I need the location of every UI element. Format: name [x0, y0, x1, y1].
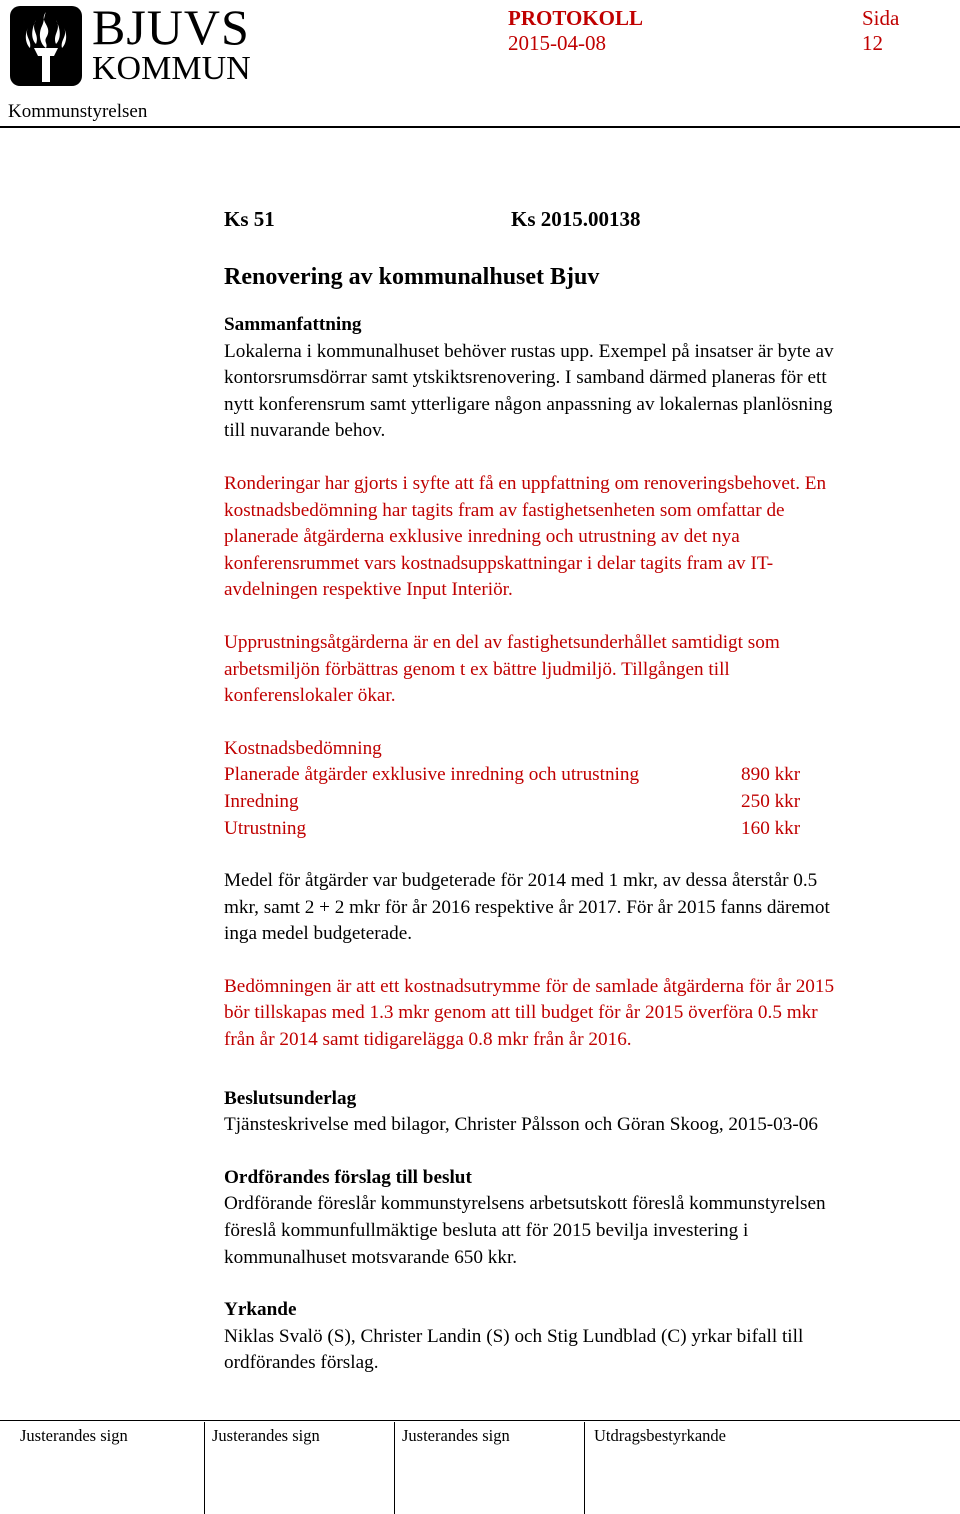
text-line: avdelningen respektive Input Interiör.: [224, 579, 513, 601]
text-line: från år 2014 samt tidigarelägga 0.8 mkr från år 2016.: [224, 1029, 632, 1051]
signature-field-2: Justerandes sign: [212, 1426, 320, 1445]
text-line: ordförandes förslag.: [224, 1352, 379, 1374]
text-line: Ordförande föreslår kommunstyrelsens arbetsutskott föreslå kommunstyrelsen: [224, 1193, 826, 1215]
cost-amount: 890 kkr: [741, 764, 801, 786]
text-line: Ronderingar har gjorts i syfte att få en uppfattning om renoveringsbehovet. En: [224, 472, 827, 494]
signature-field-3: Justerandes sign: [402, 1426, 510, 1445]
proposal-heading: Ordförandes förslag till beslut: [224, 1166, 472, 1188]
case-number: Ks 2015.00138: [511, 207, 641, 231]
assessment-paragraph: [224, 974, 944, 1054]
page-title: Renovering av kommunalhuset Bjuv: [224, 264, 600, 290]
signature-footer: [0, 1420, 960, 1514]
section-reference: Ks 51: [224, 207, 275, 231]
page-label: Sida: [862, 6, 900, 30]
text-line: kontorsrumsdörrar samt ytskiktsrenovering. I samband därmed planeras för ett: [224, 367, 827, 389]
text-line: kommunalhuset motsvarande 650 kkr.: [224, 1246, 518, 1268]
text-line: Lokalerna i kommunalhuset behöver rustas upp. Exempel på insatser är byte av: [224, 340, 834, 362]
motion-paragraph: [224, 1324, 944, 1377]
document-type: PROTOKOLL: [508, 6, 643, 30]
torch-emblem-icon: [8, 4, 84, 88]
page-number: 12: [862, 31, 883, 55]
text-line: Medel för åtgärder var budgeterade för 2014 med 1 mkr, av dessa återstår 0.5: [224, 870, 818, 892]
text-line: konferensrummet vars kostnadsuppskattningar i delar tagits fram av IT-: [224, 552, 774, 574]
inspection-paragraph: [224, 471, 944, 604]
text-line: nytt konferensrum samt ytterligare någon anpassning av lokalernas planlösning: [224, 393, 833, 415]
bjuvs-kommun-logo: [8, 0, 251, 88]
text-line: föreslå kommunfullmäktige besluta att för 2015 bevilja investering i: [224, 1220, 749, 1242]
text-line: Upprustningsåtgärderna är en del av fastighetsunderhållet samtidigt som: [224, 631, 780, 653]
logo-wordmark-bottom: KOMMUN: [92, 50, 251, 87]
text-line: inga medel budgeterade.: [224, 923, 413, 945]
cost-label: Planerade åtgärder exklusive inredning och utrustning: [224, 764, 640, 786]
text-line: konferenslokaler ökar.: [224, 685, 396, 707]
text-line: arbetsmiljön förbättras genom t ex bättre ljudmiljö. Tillgången till: [224, 658, 730, 680]
case-reference: [224, 206, 944, 236]
cost-row: [224, 789, 944, 816]
cost-row: [224, 816, 944, 843]
text-line: Niklas Svalö (S), Christer Landin (S) och Stig Lundblad (C) yrkar bifall till: [224, 1325, 804, 1347]
logo-wordmark-top: BJUVS: [92, 0, 250, 55]
cost-label: Inredning: [224, 790, 299, 812]
summary-heading: Sammanfattning: [224, 314, 362, 335]
maintenance-paragraph: [224, 630, 944, 710]
budget-paragraph: [224, 868, 944, 948]
footer-divider: [0, 1420, 960, 1421]
header-divider: [0, 126, 960, 128]
cost-row: [224, 762, 944, 789]
footer-separator: [394, 1422, 395, 1514]
basis-heading: Beslutsunderlag: [224, 1087, 357, 1109]
text-line: mkr, samt 2 + 2 mkr för år 2016 respektive år 2017. För år 2015 fanns däremot: [224, 896, 830, 918]
text-line: planerade åtgärderna exklusive inredning och utrustning av det nya: [224, 526, 740, 548]
text-line: kostnadsbedömning har tagits fram av fastighetsenheten som omfattar de: [224, 499, 785, 521]
cost-label: Utrustning: [224, 817, 307, 839]
document-body: [224, 206, 944, 1377]
footer-separator: [204, 1422, 205, 1514]
signature-field-1: Justerandes sign: [20, 1426, 128, 1445]
cost-amount: 250 kkr: [741, 790, 801, 812]
certification-field: Utdragsbestyrkande: [594, 1426, 726, 1445]
basis-text: Tjänsteskrivelse med bilagor, Christer Pålsson och Göran Skoog, 2015-03-06: [224, 1114, 818, 1136]
document-date: 2015-04-08: [508, 31, 606, 55]
organization-name: Kommunstyrelsen: [8, 101, 148, 122]
text-line: bör tillskapas med 1.3 mkr genom att till budget för år 2015 överföra 0.5 mkr: [224, 1002, 818, 1024]
motion-heading: Yrkande: [224, 1299, 297, 1321]
text-line: Bedömningen är att ett kostnadsutrymme för de samlade åtgärderna för år 2015: [224, 975, 835, 997]
cost-estimate-section: [224, 736, 944, 842]
cost-amount: 160 kkr: [741, 817, 801, 839]
proposal-paragraph: [224, 1191, 944, 1271]
footer-separator: [584, 1422, 585, 1514]
summary-paragraph: [224, 339, 944, 445]
cost-estimate-heading: Kostnadsbedömning: [224, 737, 382, 759]
text-line: till nuvarande behov.: [224, 420, 386, 442]
page-header: [0, 0, 960, 130]
